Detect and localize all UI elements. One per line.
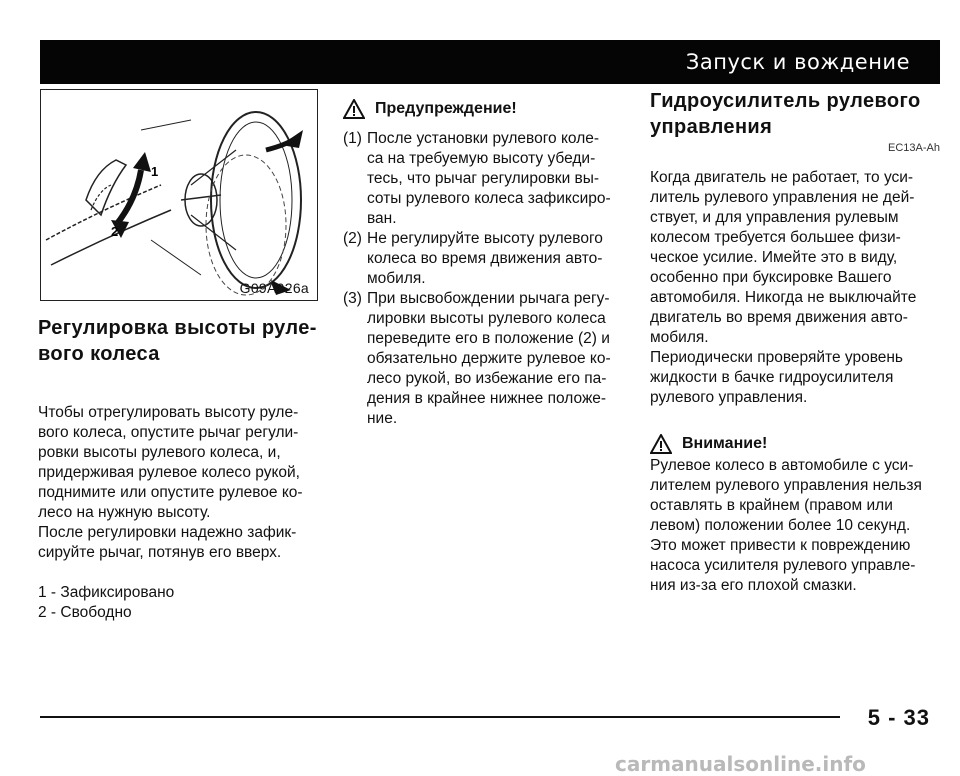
legend-item: 1 - Зафиксировано (38, 584, 175, 601)
caution-heading (650, 432, 940, 456)
item-number: (2) (343, 230, 362, 247)
section-heading-steering-height: Регулировка высоты руле- вого колеса (38, 317, 317, 365)
figure-label-1: 1 (151, 164, 159, 179)
legend-item: 2 - Свободно (38, 604, 132, 621)
figure-label-2: 2 (111, 224, 119, 239)
section-title: Запуск и вождение (685, 50, 910, 74)
watermark: carmanualsonline.info (615, 752, 866, 776)
section-heading-power-steering: Гидроусилитель рулевого управления (650, 90, 921, 138)
item-text: При высвобождении рычага регу- лировки высоты рулевого колеса переведите его в положение (2) и обязательно держите рулевое ко- лесо рукой, во избежание его па- дения в крайнее нижнее положе- ние. (367, 290, 611, 427)
warning-item (343, 229, 635, 289)
paragraph: После регулировки надежно зафик- сируйте рычаг, потянув его вверх. (38, 524, 297, 561)
left-column (38, 315, 328, 623)
page-number: 5 - 33 (867, 705, 930, 730)
warning-triangle-icon (650, 434, 672, 454)
warning-item (343, 129, 635, 229)
footer-divider (40, 716, 840, 718)
caution-title: Внимание! (682, 435, 768, 452)
paragraph: Периодически проверяйте уровень жидкости в бачке гидроусилителя рулевого управления. (650, 349, 904, 406)
right-column (650, 88, 940, 596)
steering-wheel-drawing (41, 90, 316, 299)
item-text: После установки рулевого коле- са на требуемую высоту убеди- тесь, что рычаг регулировки вы- соты рулевого колеса зафиксиро- ван. (367, 130, 611, 227)
paragraph: Чтобы отрегулировать высоту руле- вого колеса, опустите рычаг регули- ровки высоты рулевого колеса, и, придерживая рулевое колесо рукой, поднимите или опустите рулевое ко- лесо на нужную высоту. (38, 404, 303, 521)
item-number: (1) (343, 130, 362, 147)
caution-text: Рулевое колесо в автомобиле с уси- лителем рулевого управления нельзя оставлять в крайнем (правом или левом) положении более 10 секунд. Это может привести к повреждению насоса усилителя рулевого управле- ния из-за его плохой смазки. (650, 457, 922, 594)
warning-title: Предупреждение! (375, 100, 517, 117)
steering-wheel-illustration (40, 89, 318, 301)
middle-column (343, 97, 635, 429)
figure-code: G09A026a (239, 280, 309, 296)
item-text: Не регулируйте высоту рулевого колеса во время движения авто- мобиля. (367, 230, 603, 287)
paragraph: Когда двигатель не работает, то уси- литель рулевого управления не дей- ствует, и для управления рулевым колесом требуется большее физи- ческое усилие. Имейте это в виду, особенно при буксировке Вашего автомобиля. Никогда не выключайте двигатель во время движения авто- мобиля. (650, 169, 917, 346)
warning-heading (343, 97, 635, 121)
section-header-bar (40, 40, 940, 84)
warning-triangle-icon (343, 99, 365, 119)
section-code: EC13A-Ah (888, 142, 940, 154)
warning-item (343, 289, 635, 429)
item-number: (3) (343, 290, 362, 307)
